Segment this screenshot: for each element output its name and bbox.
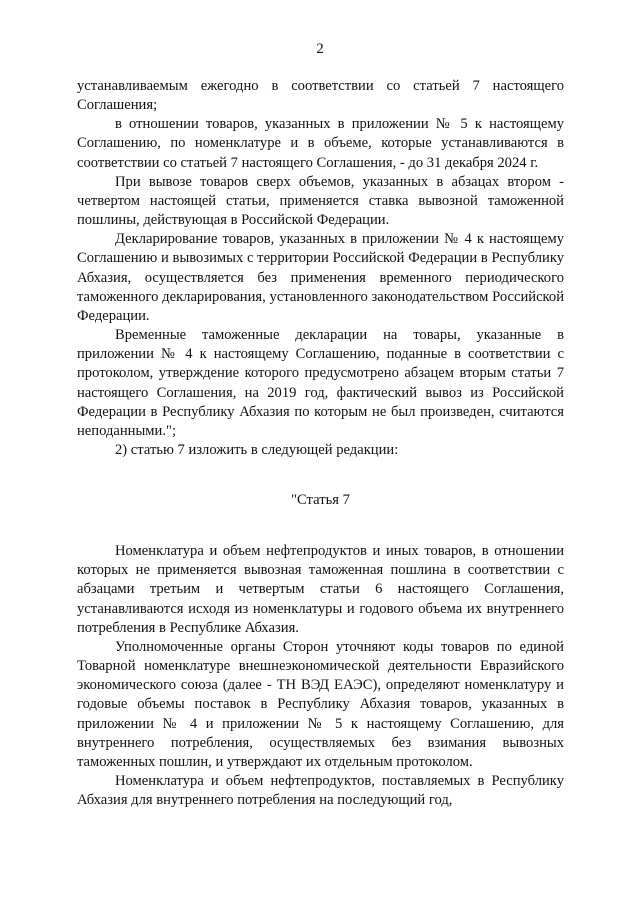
- paragraph-amend-article-7: 2) статью 7 изложить в следующей редакции:: [115, 441, 399, 458]
- paragraph-declaration: Декларирование товаров, указанных в приложении № 4 к настоящему Соглашению и вывозимых с территории Российской Федерации в Республику Абхазия, осуществляется без применения временного периодического таможенного декларирования, установленного законодательством Российской Федерации.: [77, 231, 564, 324]
- paragraph-authorized-bodies: Уполномоченные органы Сторон уточняют коды товаров по единой Товарной номенклатуре внешнеэкономической деятельности Евразийского экономического союза (далее - ТН ВЭД ЕАЭС), определяют номенклатуру и годовые объемы поставок в Республику Абхазия товаров, указанных в приложении № 4 и приложении № 5 к настоящему Соглашению, для внутреннего потребления, осуществляемых без взимания вывозных таможенных пошлин, и утверждают их отдельным протоколом.: [77, 638, 564, 770]
- paragraph-appendix-5: в отношении товаров, указанных в приложении № 5 к настоящему Соглашению, по номенклатуре и в объеме, которые устанавливаются в соответствии со статьей 7 настоящего Соглашения, - до 31 декабря 2024 г.: [77, 116, 564, 171]
- paragraph-temporary-declarations: Временные таможенные декларации на товары, указанные в приложении № 4 к настоящему Соглашению, поданные в соответствии с протоколом, утверждение которого предусмотрено абзацем вторым статьи 7 настоящего Соглашения, на 2019 год, фактический вывоз из Российской Федерации в Республику Абхазия по которым не был произведен, считаются неподанными.";: [77, 327, 564, 439]
- paragraph-excess-export: При вывозе товаров сверх объемов, указанных в абзацах втором - четвертом настоящей статьи, применяется ставка вывозной таможенной пошлины, действующая в Российской Федерации.: [77, 173, 564, 229]
- page-number: 2: [316, 41, 324, 57]
- paragraph-next-year-volume: Номенклатура и объем нефтепродуктов, поставляемых в Республику Абхазия для внутреннего потребления на последующий год,: [77, 773, 564, 809]
- paragraph-continuation: устанавливаемым ежегодно в соответствии со статьей 7 настоящего Соглашения;: [77, 78, 564, 114]
- document-body: [77, 77, 564, 810]
- paragraph-nomenclature: Номенклатура и объем нефтепродуктов и иных товаров, в отношении которых не применяется вывозная таможенная пошлина в соответствии с абзацами третьим и четвертым статьи 6 настоящего Соглашения, устанавливаются исходя из номенклатуры и годового объема их внутреннего потребления в Республике Абхазия.: [77, 543, 564, 636]
- article-heading: "Статья 7: [291, 492, 350, 509]
